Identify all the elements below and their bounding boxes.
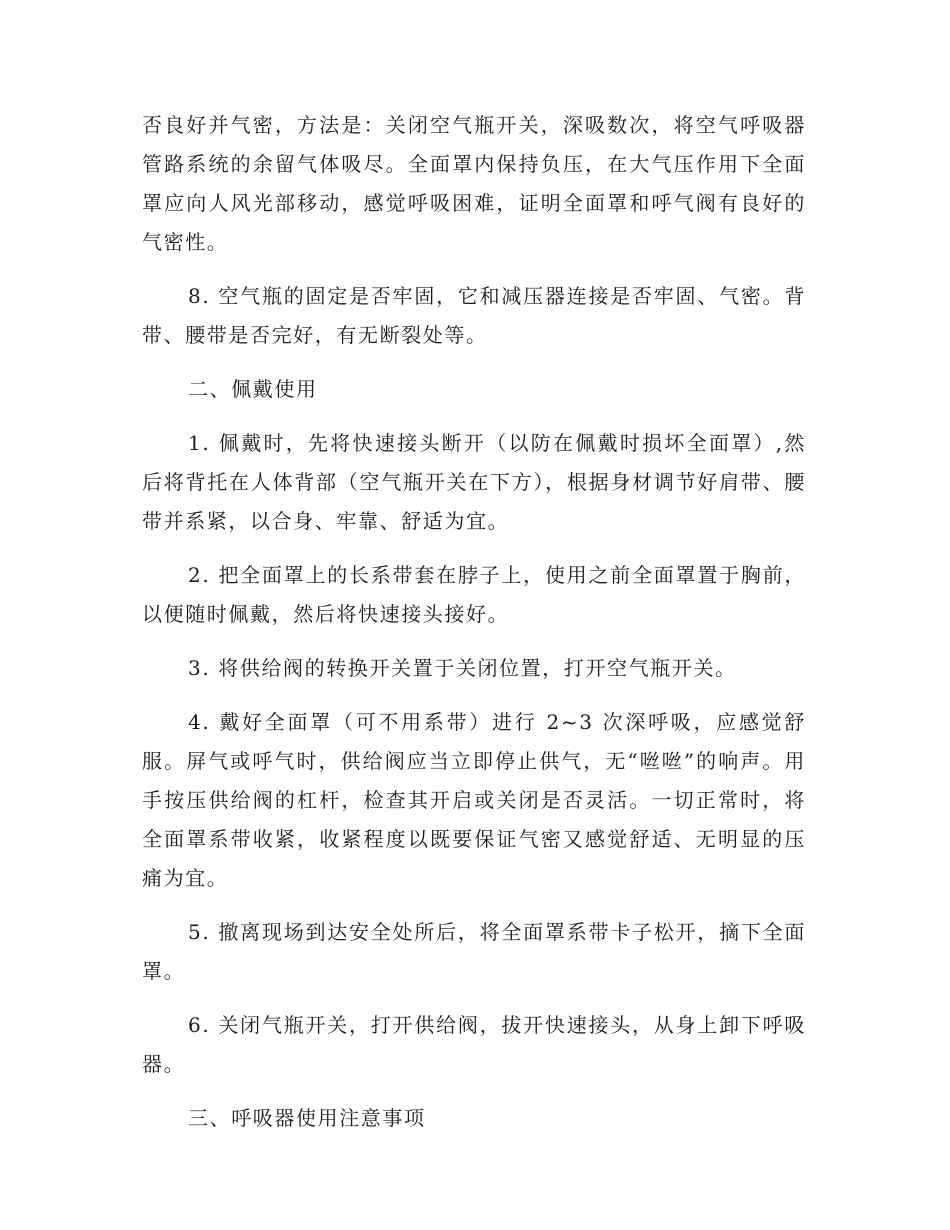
paragraph-step-4: 4. 戴好全面罩（可不用系带）进行 2~3 次深呼吸，应感觉舒服。屏气或呼气时，供给阀应当立即停止供气，无“咝咝”的响声。用手按压供给阀的杠杆，检查其开启或关闭是否灵活。一切正常时，将全面罩系带收紧，收紧程度以既要保证气密又感觉舒适、无明显的压痛为宜。 bbox=[142, 710, 806, 890]
paragraph-continuation: 否良好并气密，方法是：关闭空气瓶开关，深吸数次，将空气呼吸器管路系统的余留气体吸尽。全面罩内保持负压，在大气压作用下全面罩应向人风光部移动，感觉呼吸困难，证明全面罩和呼气阀有良好的气密性。 bbox=[142, 113, 806, 254]
paragraph-step-2: 2. 把全面罩上的长系带套在脖子上，使用之前全面罩置于胸前，以便随时佩戴，然后将快速接头接好。 bbox=[142, 563, 806, 626]
paragraph-item-8: 8. 空气瓶的固定是否牢固，它和减压器连接是否牢固、气密。背带、腰带是否完好，有无断裂处等。 bbox=[142, 284, 806, 347]
document-body bbox=[142, 106, 806, 1153]
paragraph-step-5: 5. 撤离现场到达安全处所后，将全面罩系带卡子松开，摘下全面罩。 bbox=[142, 920, 806, 983]
section-heading-wearing: 二、佩戴使用 bbox=[188, 377, 318, 401]
section-heading-precautions: 三、呼吸器使用注意事项 bbox=[188, 1106, 426, 1130]
paragraph-step-1: 1. 佩戴时，先将快速接头断开（以防在佩戴时损坏全面罩）,然后将背托在人体背部（空气瓶开关在下方），根据身材调节好肩带、腰带并系紧，以合身、牢靠、舒适为宜。 bbox=[142, 431, 806, 533]
paragraph-step-3: 3. 将供给阀的转换开关置于关闭位置，打开空气瓶开关。 bbox=[188, 656, 737, 680]
paragraph-step-6: 6. 关闭气瓶开关，打开供给阀，拔开快速接头，从身上卸下呼吸器。 bbox=[142, 1013, 806, 1076]
